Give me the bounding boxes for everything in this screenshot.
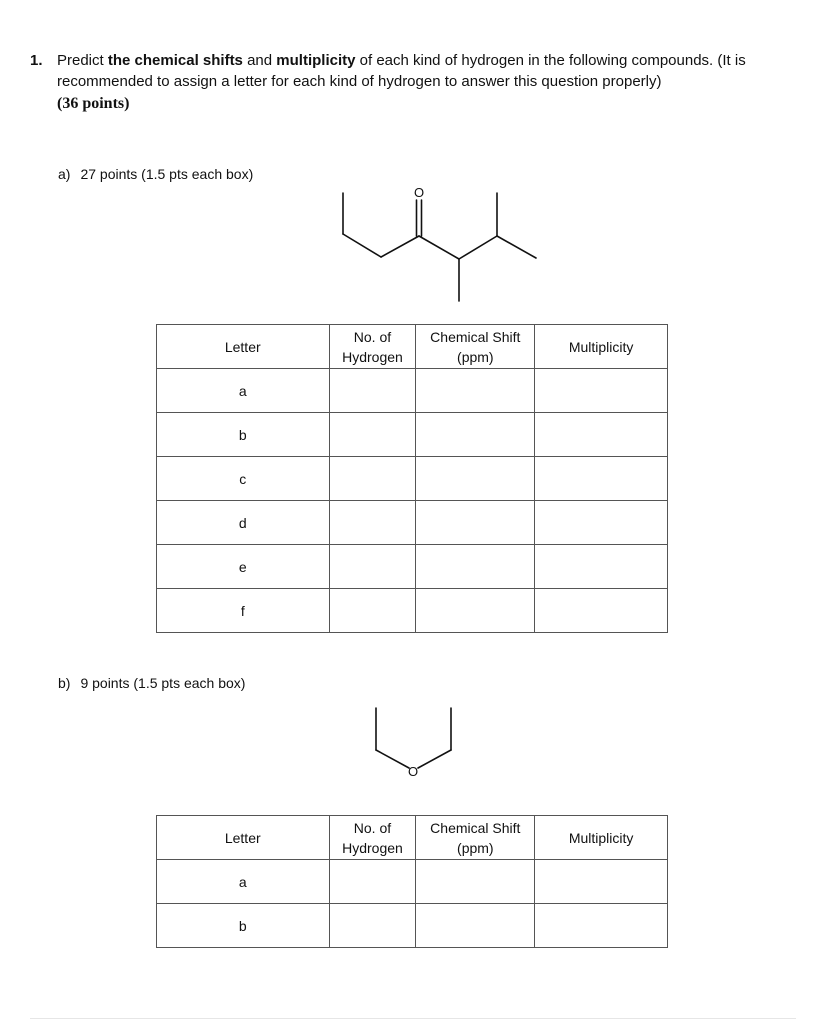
row-letter: c	[157, 457, 330, 501]
answer-cell-no-hydrogen[interactable]	[329, 457, 416, 501]
header-chemical-shift	[416, 816, 535, 860]
header-ppm: (ppm)	[457, 348, 494, 365]
part-b-points: 9 points (1.5 pts each box)	[80, 675, 246, 691]
header-chem-shift: Chemical Shift	[430, 328, 521, 345]
answer-cell-chemical-shift[interactable]	[416, 545, 535, 589]
answer-cell-multiplicity[interactable]	[535, 413, 668, 457]
answer-cell-chemical-shift[interactable]	[416, 413, 535, 457]
answer-cell-no-hydrogen[interactable]	[329, 501, 416, 545]
question-points: (36 points)	[57, 95, 130, 112]
row-letter: b	[157, 413, 330, 457]
answer-cell-multiplicity[interactable]	[535, 860, 668, 904]
header-no-of: No. of	[353, 819, 392, 836]
header-no-of-hydrogen	[329, 816, 416, 860]
answer-cell-chemical-shift[interactable]	[416, 457, 535, 501]
header-chem-shift: Chemical Shift	[430, 819, 521, 836]
header-letter: Letter	[157, 325, 330, 369]
answer-cell-no-hydrogen[interactable]	[329, 413, 416, 457]
answer-cell-chemical-shift[interactable]	[416, 860, 535, 904]
row-letter: b	[157, 904, 330, 948]
answer-cell-no-hydrogen[interactable]	[329, 369, 416, 413]
row-letter: a	[157, 369, 330, 413]
question-text-end: of each kind of hydrogen in the following compounds. (It is recommended to assign a letter for each kind of hydrogen to answer this question properly)	[57, 52, 746, 90]
answer-cell-chemical-shift[interactable]	[416, 369, 535, 413]
answer-cell-multiplicity[interactable]	[535, 501, 668, 545]
bond	[343, 234, 381, 257]
part-b-label: b)	[58, 675, 71, 691]
header-hydrogen: Hydrogen	[342, 348, 403, 365]
molecule-b-skeleton	[376, 708, 451, 768]
header-chemical-shift	[416, 325, 535, 369]
part-a-table	[156, 324, 668, 633]
part-b-heading	[58, 675, 245, 691]
molecule-a-skeleton	[343, 193, 536, 301]
bond	[419, 236, 459, 259]
bond	[459, 236, 497, 259]
row-letter: a	[157, 860, 330, 904]
question-text-and: and	[242, 52, 277, 69]
part-a-points: 27 points (1.5 pts each box)	[80, 166, 254, 182]
table-header-row	[157, 325, 668, 369]
row-letter: e	[157, 545, 330, 589]
answer-cell-multiplicity[interactable]	[535, 545, 668, 589]
answer-cell-no-hydrogen[interactable]	[329, 545, 416, 589]
page-bottom-divider	[30, 1018, 796, 1019]
table-row	[157, 501, 668, 545]
answer-cell-no-hydrogen[interactable]	[329, 589, 416, 633]
answer-cell-multiplicity[interactable]	[535, 457, 668, 501]
header-letter: Letter	[157, 816, 330, 860]
header-hydrogen: Hydrogen	[342, 839, 403, 856]
header-no-of-hydrogen	[329, 325, 416, 369]
bond	[376, 750, 409, 768]
answer-cell-chemical-shift[interactable]	[416, 904, 535, 948]
bond	[418, 750, 451, 768]
header-no-of: No. of	[353, 328, 392, 345]
question-number: 1.	[30, 52, 43, 69]
table-row	[157, 904, 668, 948]
table-row	[157, 545, 668, 589]
header-multiplicity: Multiplicity	[535, 816, 668, 860]
answer-cell-multiplicity[interactable]	[535, 589, 668, 633]
question-bold-chemical-shifts: the chemical shifts	[107, 52, 243, 69]
question-bold-multiplicity: multiplicity	[276, 52, 356, 69]
molecule-a-oxygen-label: O	[413, 185, 425, 200]
table-row	[157, 589, 668, 633]
bond	[381, 236, 419, 257]
table-row	[157, 457, 668, 501]
table-header-row	[157, 816, 668, 860]
row-letter: d	[157, 501, 330, 545]
table-row	[157, 413, 668, 457]
answer-cell-multiplicity[interactable]	[535, 369, 668, 413]
table-row	[157, 860, 668, 904]
part-b-table	[156, 815, 668, 948]
answer-cell-no-hydrogen[interactable]	[329, 904, 416, 948]
question-text-start: Predict	[57, 52, 108, 69]
answer-cell-chemical-shift[interactable]	[416, 589, 535, 633]
row-letter: f	[157, 589, 330, 633]
header-ppm: (ppm)	[457, 839, 494, 856]
part-a-label: a)	[58, 166, 71, 182]
molecule-b-oxygen-label: O	[407, 764, 419, 779]
header-multiplicity: Multiplicity	[535, 325, 668, 369]
answer-cell-chemical-shift[interactable]	[416, 501, 535, 545]
table-row	[157, 369, 668, 413]
bond	[497, 236, 536, 258]
answer-cell-multiplicity[interactable]	[535, 904, 668, 948]
answer-cell-no-hydrogen[interactable]	[329, 860, 416, 904]
